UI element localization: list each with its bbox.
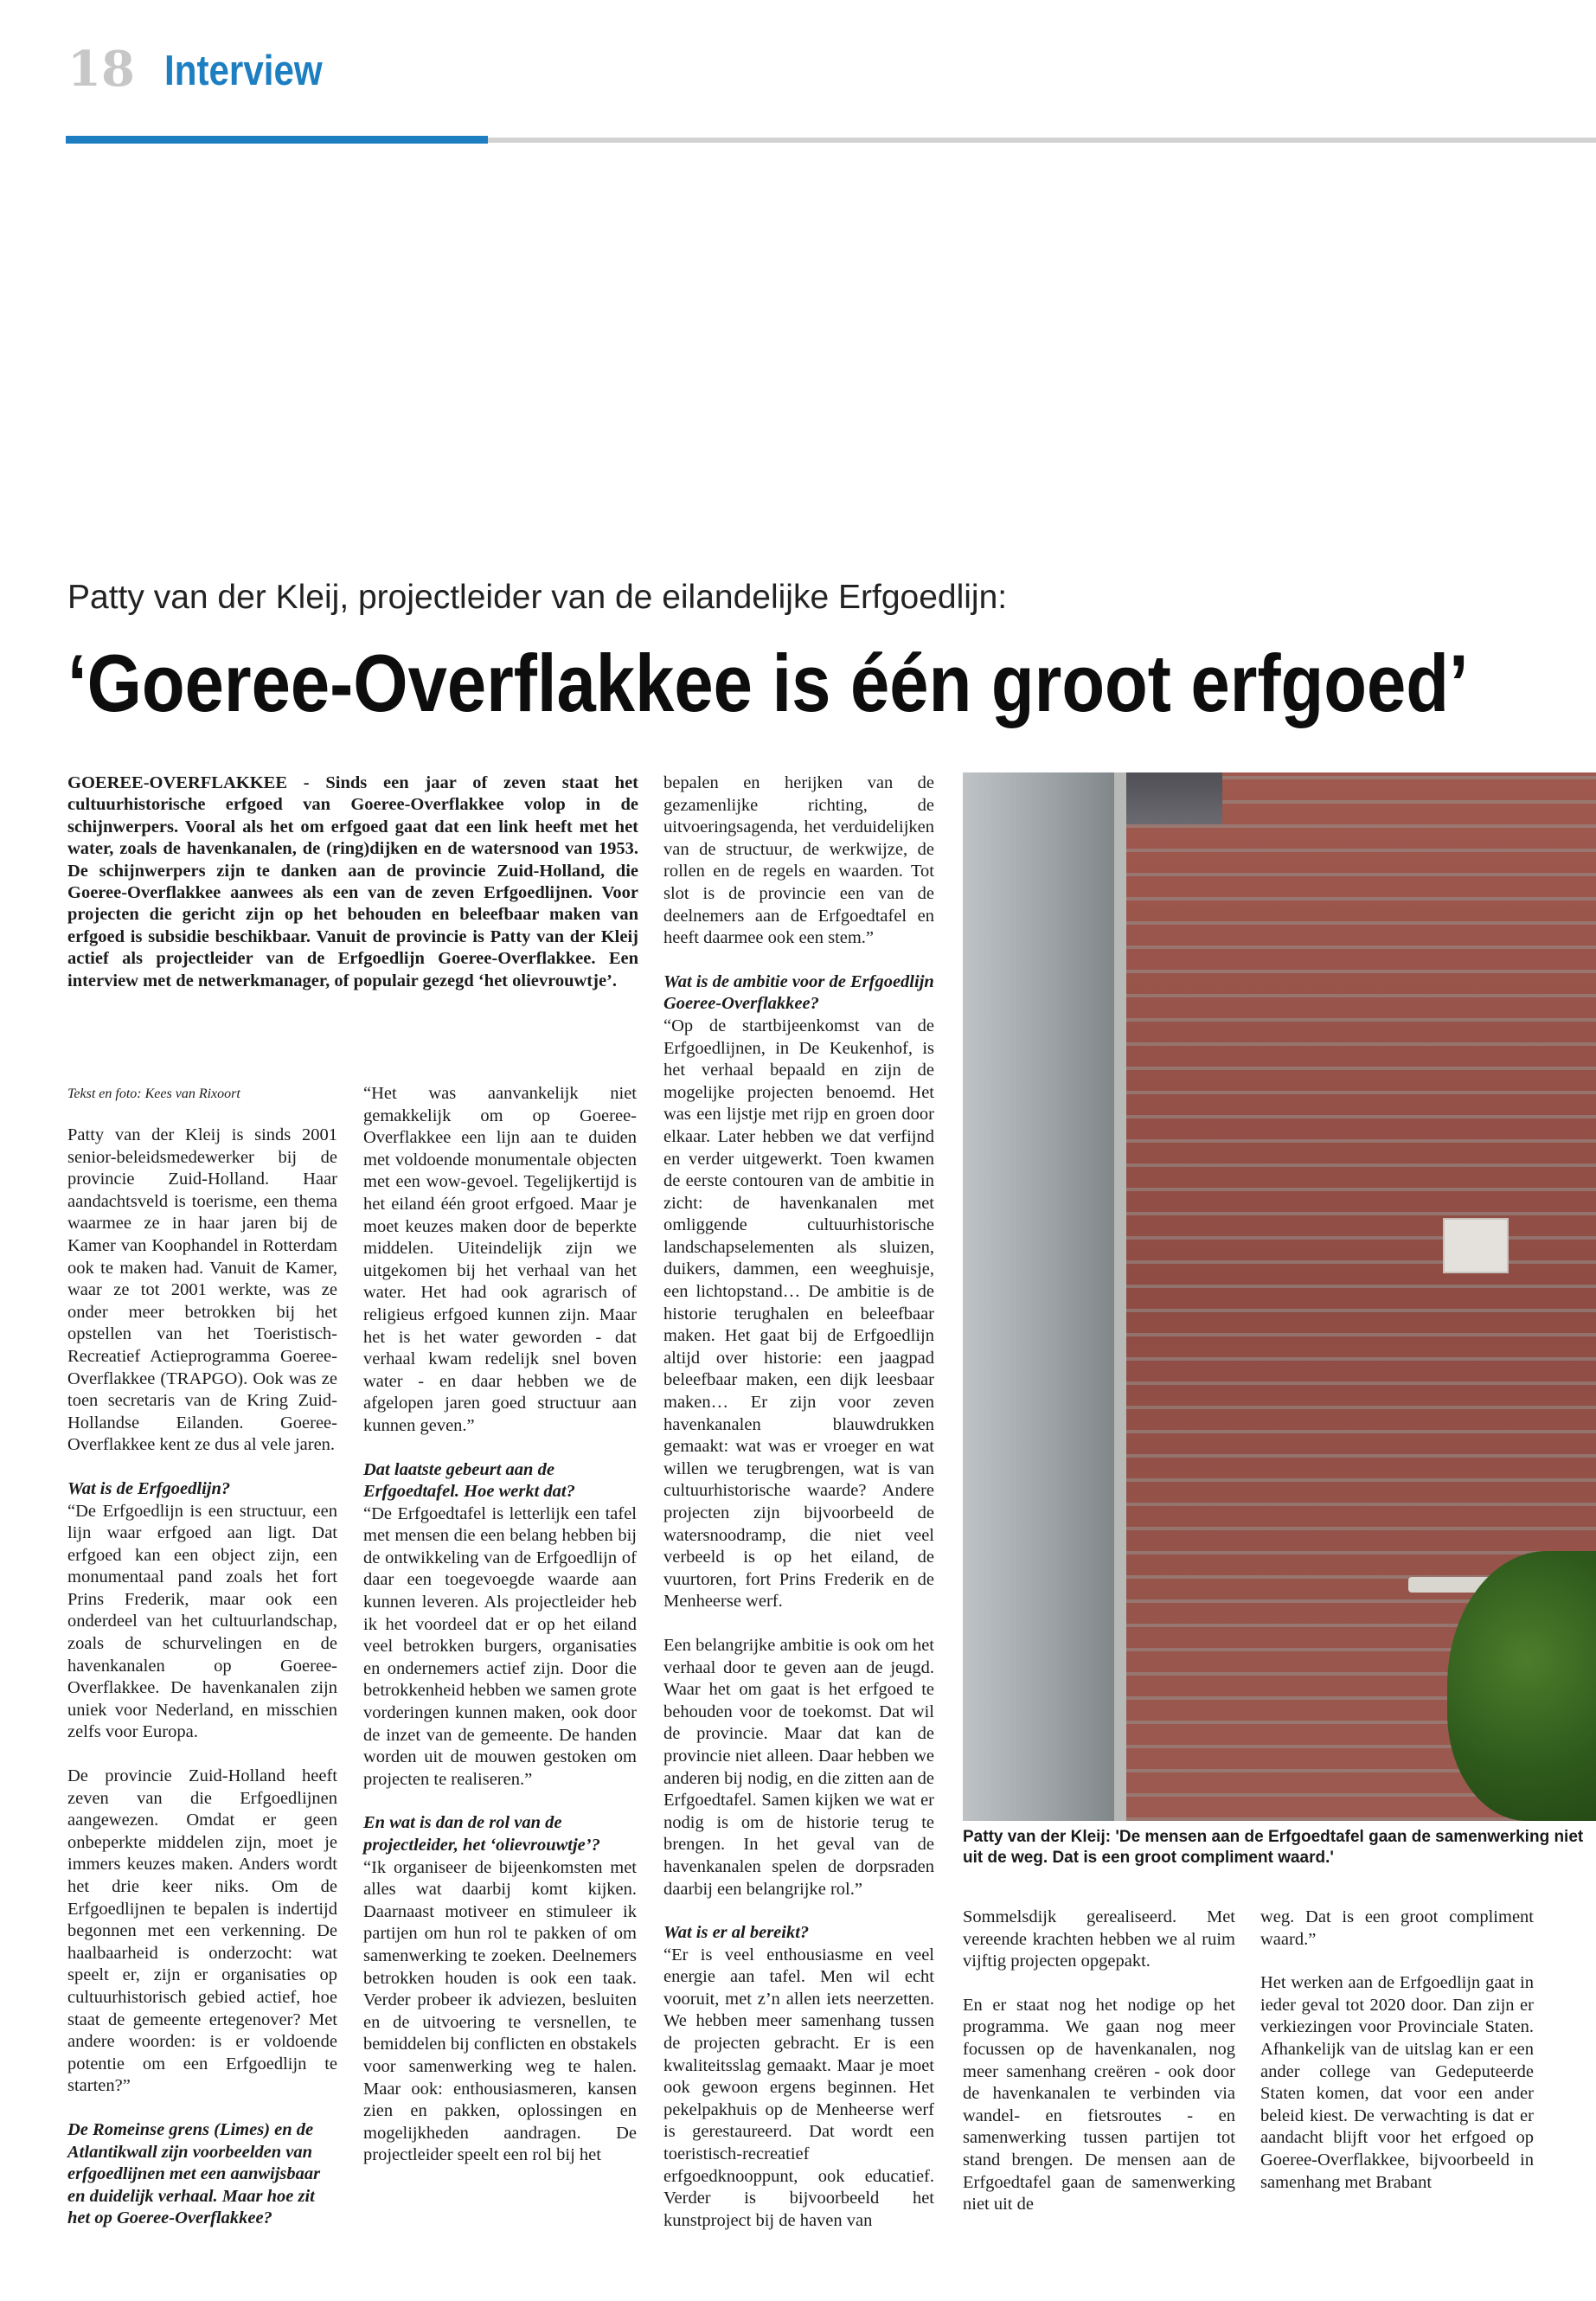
text-column-4 bbox=[963, 1907, 1235, 2216]
photo-window bbox=[963, 772, 1114, 1821]
question: En wat is dan de rol van de projectleider, het ‘olievrouwtje’? bbox=[363, 1813, 600, 1855]
paragraph: “De Erfgoedtafel is letterlijk een tafel met mensen die een belang hebben bij de ontwikkeling van de Erfgoedlijn of daar een toegevoegde waarde aan kunnen leveren. Als projectleider heb ik het voordeel dat er op het eiland veel betrokken burgers, organisaties en ondernemers actief zijn. Door die betrokkenheid hebben we samen grote vorderingen kunnen maken, ook door de inzet van de gemeente. De handen worden uit de mouwen gestoken om projecten te realiseren.” bbox=[363, 1503, 637, 1789]
intro-paragraph: GOEREE-OVERFLAKKEE - Sinds een jaar of zeven staat het cultuurhistorische erfgoed van Goeree-Overflakkee volop in de schijnwerpers. Vooral als het om erfgoed gaat dat een link heeft met het water, zoals de havenkanalen, de (ring)dijken en de watersnood van 1953. De schijnwerpers zijn te danken aan de provincie Zuid-Holland, die Goeree-Overflakkee aanwees als een van de zeven Erfgoedlijnen. Voor projecten die gericht zijn op het behouden en beleefbaar maken van erfgoed is subsidie beschikbaar. Vanuit de provincie is Patty van der Kleij actief als projectleider van de Erfgoedlijn Goeree-Overflakkee. Een interview met de netwerkmanager, of populair gezegd ‘het olievrouwtje’. bbox=[67, 773, 638, 990]
text-column-3 bbox=[663, 772, 934, 2232]
text-column-5 bbox=[1260, 1907, 1534, 2194]
section-title: Interview bbox=[164, 48, 323, 94]
paragraph: De provincie Zuid-Holland heeft zeven van die Erfgoedlijnen aangewezen. Omdat er geen onbeperkte middelen zijn, moet je immers keuzes maken. Anders wordt het drie keer niks. Om de Erfgoedlijnen te bepalen is indertijd begonnen met een verkenning. De haalbaarheid is onderzocht: wat speelt er, zijn er organisaties op cultuurhistorisch gebied actief, hoe staat de gemeente ertegenover? Met andere woorden: is er voldoende potentie om een Erfgoedlijn te starten?” bbox=[67, 1766, 337, 2096]
text-column-2 bbox=[363, 1083, 637, 2167]
question: Wat is de ambitie voor de Erfgoedlijn Goeree-Overflakkee? bbox=[663, 971, 934, 1014]
paragraph: “Ik organiseer de bijeenkomsten met alles wat daarbij komt kijken. Daarnaast motiveer en stimuleer ik partijen om hun rol te pakken of om samenwerking te zoeken. Deelnemers betrokken houden is ook een taak. Verder probeer ik adviezen, besluiten en de uitvoering te versnellen, te bemiddelen bij conflicten en obstakels voor samenwerking weg te halen. Maar ook: enthousiasmeren, kansen zien en pakken, oplossingen en mogelijkheden aandragen. De projectleider speelt een rol bij het bbox=[363, 1857, 637, 2165]
photo-wall-sign bbox=[1443, 1218, 1509, 1273]
article-kicker: Patty van der Kleij, projectleider van de eilandelijke Erfgoedlijn: bbox=[67, 579, 1008, 616]
portrait-photo bbox=[963, 772, 1596, 1821]
page-number: 18 bbox=[67, 41, 135, 98]
article-intro bbox=[67, 772, 638, 992]
paragraph: weg. Dat is een groot compliment waard.” bbox=[1260, 1907, 1534, 1949]
question: Dat laatste gebeurt aan de Erfgoedtafel. Hoe werkt dat? bbox=[363, 1459, 575, 1502]
article-headline: ‘Goeree-Overflakkee is één groot erfgoed’ bbox=[67, 638, 1469, 728]
paragraph: bepalen en herijken van de gezamenlijke richting, de uitvoeringsagenda, het verduidelijken van de structuur, de werkwijze, de rollen en de regels en waarden. Tot slot is de provincie een van de deelnemers aan de Erfgoedtafel en heeft daarmee ook een stem.” bbox=[663, 773, 934, 948]
paragraph: “Het was aanvankelijk niet gemakkelijk om op Goeree-Overflakkee een lijn aan te duiden met voldoende monumentale objecten met een wow-gevoel. Tegelijkertijd is het eiland één groot erfgoed. Maar je moet keuzes maken door de beperkte middelen. Uiteindelijk zijn we uitgekomen bij het verhaal van het water. Het had ook agrarisch of religieus erfgoed kunnen zijn. Maar het is het water geworden - dat verhaal kwam redelijk snel boven water - en daar hebben we de afgelopen jaren goed structuur aan kunnen geven.” bbox=[363, 1084, 637, 1435]
photo-credit: Tekst en foto: Kees van Rixoort bbox=[67, 1086, 240, 1101]
paragraph: Sommelsdijk gerealiseerd. Met vereende krachten hebben we al ruim vijftig projecten opgepakt. bbox=[963, 1907, 1235, 1971]
photo-window-frame bbox=[1114, 772, 1126, 1821]
paragraph: “Op de startbijeenkomst van de Erfgoedlijnen, in De Keukenhof, is het verhaal bepaald en zijn de mogelijke projecten benoemd. Het was een lijstje met rijp en groen door elkaar. Later hebben we dat verfijnd en verder uitgewerkt. Toen kwamen de eerste contouren van de ambitie in zicht: de havenkanalen met omliggende cultuurhistorische landschapselementen als sluizen, duikers, dammen, een weeghuisje, een lichtopstand… De ambitie is de historie terughalen en beleefbaar maken. Het gaat bij de Erfgoedlijn altijd over historie: een jaagpad beleefbaar maken, een dijk leesbaar maken… Er zijn voor zeven havenkanalen blauwdrukken gemaakt: wat was er vroeger en wat willen we terugbrengen, wat is van cultuurhistorische waarde? Andere projecten zijn bijvoorbeeld de watersnoodramp, die niet veel verbeeld is op het eiland, de vuurtoren, fort Prins Frederik en de Menheerse werf. bbox=[663, 1016, 934, 1612]
paragraph: Het werken aan de Erfgoedlijn gaat in ieder geval tot 2020 door. Dan zijn er verkiezingen voor Provinciale Staten. Afhankelijk van de uitslag kan er een ander college van Gedeputeerde Staten komen, dat voor een ander beleid kiest. De verwachting is dat er aandacht blijft voor het erfgoed op Goeree-Overflakkee, bijvoorbeeld in samenhang met Brabant bbox=[1260, 1973, 1534, 2192]
question: Wat is er al bereikt? bbox=[663, 1923, 810, 1943]
paragraph: “De Erfgoedlijn is een structuur, een lijn waar erfgoed aan ligt. Dat erfgoed kan een object zijn, een monumentaal pand zoals het fort Prins Frederik, maar ook een onderdeel van het cultuurlandschap, zoals de schurvelingen en de havenkanalen op Goeree-Overflakkee. De havenkanalen zijn uniek voor Nederland, en misschien zelfs voor Europa. bbox=[67, 1501, 337, 1742]
paragraph: Patty van der Kleij is sinds 2001 senior-beleidsmedewerker bij de provincie Zuid-Holland. Haar aandachtsveld is toerisme, een thema waarmee ze in haar jaren bij de Kamer van Koophandel in Rotterdam ook te maken had. Vanuit de Kamer, waar ze tot 2001 werkte, was ze onder meer betrokken bij het opstellen van het Toeristisch-Recreatief Actieprogramma Goeree-Overflakkee (TRAPGO). Ook was ze toen secretaris van de Kring Zuid-Hollandse Eilanden. Goeree-Overflakkee kent ze dus al vele jaren. bbox=[67, 1125, 337, 1455]
header-accent-rule bbox=[66, 136, 488, 144]
question: De Romeinse grens (Limes) en de Atlantikwall zijn voorbeelden van erfgoedlijnen met een aanwijsbaar en duidelijk verhaal. Maar hoe zit het op Goeree-Overflakkee? bbox=[67, 2119, 321, 2228]
paragraph: “Er is veel enthousiasme en veel energie aan tafel. Men wil echt vooruit, met z’n allen iets neerzetten. We hebben meer samenhang tussen de projecten gebracht. Er is een kwaliteitsslag gemaakt. Maar je moet ook gewoon ergens beginnen. Het pekelpakhuis op de Menheerse werf is gerestaureerd. Dat wordt een toeristisch-recreatief erfgoedknooppunt, ook educatief. Verder is bijvoorbeeld het kunstproject bij de haven van bbox=[663, 1945, 934, 2230]
paragraph: Een belangrijke ambitie is ook om het verhaal door te geven aan de jeugd. Waar het om gaat is het erfgoed te behouden voor de toekomst. Dat wil de provincie. Maar dat kan de provincie niet alleen. Daar hebben we anderen bij nodig, en die zitten aan de Erfgoedtafel. Samen kijken we wat er nodig is om de historie terug te brengen. In het geval van de havenkanalen spelen de dorpsraden daarbij een belangrijke rol.” bbox=[663, 1635, 934, 1899]
text-column-1 bbox=[67, 1125, 337, 2230]
question: Wat is de Erfgoedlijn? bbox=[67, 1478, 231, 1498]
paragraph: En er staat nog het nodige op het programma. We gaan nog meer focussen op de havenkanalen, nog meer samenhang creëren - ook door de havenkanalen te verbinden via wandel- en fietsroutes - en samenwerking tussen partijen tot stand brengen. De mensen aan de Erfgoedtafel gaan de samenwerking niet uit de bbox=[963, 1995, 1235, 2214]
photo-caption: Patty van der Kleij: 'De mensen aan de Erfgoedtafel gaan de samenwerking niet uit de weg. Dat is een groot compliment waard.' bbox=[963, 1828, 1584, 1867]
